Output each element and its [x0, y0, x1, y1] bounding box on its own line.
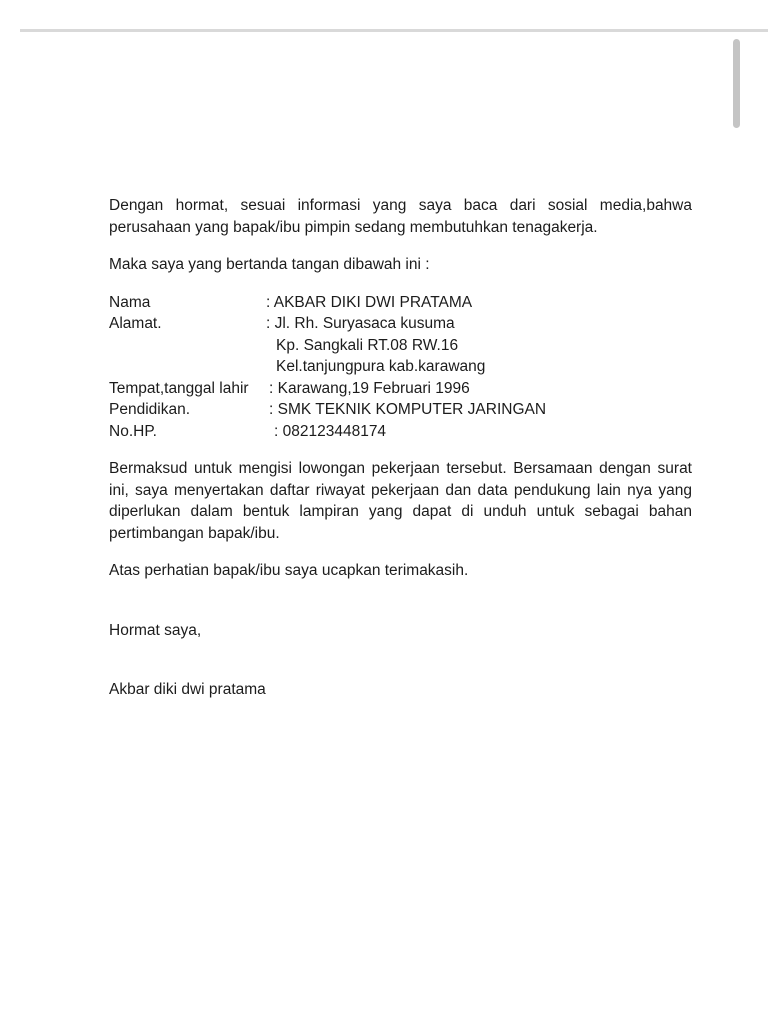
field-row-ttl: [109, 378, 692, 400]
field-value-ttl: : Karawang,19 Februari 1996: [269, 379, 470, 397]
field-label-hp: No.HP.: [109, 422, 157, 440]
field-row-alamat-2: [109, 335, 692, 357]
signature-name: Akbar diki dwi pratama: [109, 681, 266, 698]
undersigned-statement: Maka saya yang bertanda tangan dibawah ini :: [109, 256, 430, 273]
field-row-alamat: [109, 313, 692, 335]
field-value-alamat-line-1: : Jl. Rh. Suryasaca kusuma: [266, 315, 455, 332]
field-value-hp: : 082123448174: [274, 422, 387, 440]
field-value-alamat-line-3: Kel.tanjungpura kab.karawang: [276, 358, 486, 375]
field-label-pendidikan: Pendidikan.: [109, 401, 191, 418]
field-label-nama: Nama: [109, 293, 151, 311]
scrollbar-thumb[interactable]: [733, 39, 740, 128]
field-row-alamat-3: [109, 356, 692, 378]
closing-salutation: Hormat saya,: [109, 621, 202, 639]
field-row-hp: [109, 421, 692, 443]
field-row-nama: [109, 292, 692, 314]
field-value-nama: : AKBAR DIKI DWI PRATAMA: [266, 293, 473, 311]
field-value-pendidikan: : SMK TEKNIK KOMPUTER JARINGAN: [269, 401, 547, 418]
field-value-alamat-line-2: Kp. Sangkali RT.08 RW.16: [276, 336, 459, 354]
field-label-alamat: Alamat.: [109, 315, 162, 332]
purpose-paragraph: Bermaksud untuk mengisi lowongan pekerjaan tersebut. Bersamaan dengan surat ini, saya menyertakan daftar riwayat pekerjaan dan data pendukung lain nya yang diperlukan dalam bentuk lampiran yang dapat di unduh untuk sebagai bahan pertimbangan bapak/ibu.: [109, 460, 692, 542]
field-row-pendidikan: [109, 399, 692, 421]
intro-paragraph: Dengan hormat, sesuai informasi yang saya baca dari sosial media,bahwa perusahaan yang bapak/ibu pimpin sedang membutuhkan tenagakerja.: [109, 197, 692, 236]
top-divider: [20, 29, 768, 32]
applicant-details: [109, 292, 692, 443]
field-label-ttl: Tempat,tanggal lahir: [109, 379, 249, 397]
letter-body: [109, 195, 692, 701]
thanks-paragraph: Atas perhatian bapak/ibu saya ucapkan terimakasih.: [109, 562, 469, 579]
